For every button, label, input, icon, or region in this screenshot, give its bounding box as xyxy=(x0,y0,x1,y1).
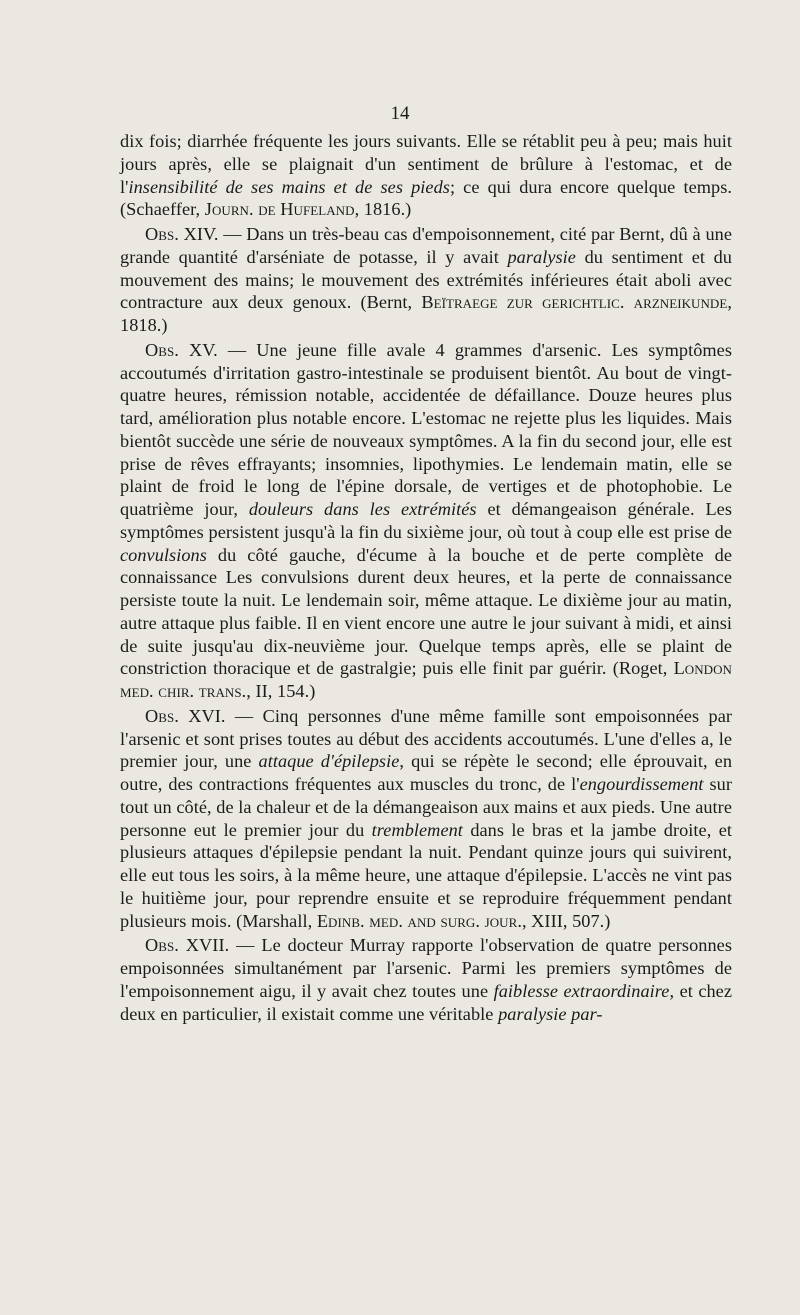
text-run: dix fois; diarrhée fréquente les jours suivants. Elle se rétablit peu à peu; mais huit jours après, elle se plaignait d'un sentiment de brûlure à l'estomac, et de l' xyxy=(120,131,732,197)
text-run: , XIII, 507.) xyxy=(521,910,611,931)
text-run: , 1818.) xyxy=(120,292,732,335)
small-caps-text: Obs xyxy=(145,705,175,726)
small-caps-text: Journ. de Hufeland xyxy=(204,199,355,220)
text-run: . XIV. — Dans un très-beau cas d'empoisonnement, cité par Bernt, dû à une grande quantité d'arséniate de potasse, il y avait xyxy=(120,224,732,267)
italic-text: faiblesse extraordinaire xyxy=(493,980,670,1001)
italic-text: attaque d'épilepsie xyxy=(258,751,400,772)
text-run: , et chez deux en particulier, il existait comme une véritable xyxy=(120,980,733,1024)
observation-xvi xyxy=(120,705,732,933)
text-run: du sentiment et du mouvement des mains; le mouvement des extrémités inférieures était aboli avec contracture aux deux genoux. (Bernt, xyxy=(120,246,732,313)
body-text xyxy=(120,130,732,1027)
small-caps-text: Obs xyxy=(145,224,175,244)
text-run: , II, 154.) xyxy=(246,681,316,701)
text-run: . XV. — Une jeune fille avale 4 grammes d'arsenic. Les symptômes accoutumés d'irritation gastro-intestinale se produisent bientôt. Au bout de vingt-quatre heures, rémission notable, accidentée de défaillance. Douze heures plus tard, amélioration plus notable encore. L'estomac ne rejette plus les liquides. Mais bientôt succède une série de nouveaux symptômes. A la fin du second jour, elle est prise de rêves effrayants; insomnies, lipothymies. Le lendemain matin, elle se plaint de froid le long de l'épine dorsale, de vertiges et de photophobie. Le quatrième jour, xyxy=(120,339,732,519)
observation-xvii xyxy=(120,934,732,1025)
page-number: 14 xyxy=(390,103,410,124)
text-run: . XVII. — Le docteur Murray rapporte l'observation de quatre personnes empoisonnées simultanément par l'arsenic. Parmi les premiers symptômes de l'empoisonnement aigu, il y avait chez toutes une xyxy=(120,935,732,1001)
italic-text: insensibilité de ses mains et de ses pieds xyxy=(128,176,450,197)
text-run: , qui se répète le second; elle éprouvait, en outre, des contractions fréquentes aux muscles du tronc, de l' xyxy=(120,751,733,794)
italic-text: paralysie par- xyxy=(498,1003,603,1024)
italic-text: engourdissement xyxy=(579,774,704,794)
small-caps-text: London med. chir. trans. xyxy=(120,658,732,701)
text-run: du côté gauche, d'écume à la bouche et de perte complète de connaissance Les convulsions durent deux heures, et la perte de connaissance persiste toute la nuit. Le lendemain soir, même attaque. Le dixième jour au matin, autre attaque plus faible. Il en vient encore une autre le jour suivant à midi, et ainsi de suite jusqu'au dix-neuvième jour. Quelque temps après, elle se plaint de constriction thoracique et de gastralgie; puis elle finit par guérir. (Roget, xyxy=(120,544,732,679)
observation-xv xyxy=(120,339,732,703)
text-run: et démangeaison générale. Les symptômes persistent jusqu'à la fin du sixième jour, où tout à coup elle est prise de xyxy=(120,499,732,542)
text-run: sur tout un côté, de la chaleur et de la démangeaison aux mains et aux pieds. Une autre personne eut le premier jour du xyxy=(120,774,732,840)
italic-text: tremblement xyxy=(371,819,463,840)
text-run: dans le bras et la jambe droite, et plusieurs attaques d'épilepsie pendant la nuit. Pendant quinze jours qui suivirent, elle eut tous les soirs, à la même heure, une attaque d'épilepsie. L'accès ne vint pas le huitième jour, pour reprendre ensuite et se reproduire fréquemment pendant plusieurs mois. (Marshall, xyxy=(120,819,732,931)
text-run: , 1816.) xyxy=(354,199,412,220)
small-caps-text: Edinb. med. and surg. jour. xyxy=(316,910,522,931)
small-caps-text: Obs xyxy=(145,935,175,956)
text-run: . XVI. — Cinq personnes d'une même famille sont empoisonnées par l'arsenic et sont prises toutes au début des accidents accoutumés. L'une d'elles a, le premier jour, une xyxy=(120,705,732,772)
italic-text: douleurs dans les extrémités xyxy=(248,499,477,519)
small-caps-text: Beïtraege zur gerichtlic. arzneikunde xyxy=(421,292,728,313)
italic-text: paralysie xyxy=(507,246,576,267)
observation-xiv xyxy=(120,223,732,337)
paragraph-continuation xyxy=(120,130,732,221)
small-caps-text: Obs xyxy=(145,339,175,360)
text-run: ; ce qui dura encore quelque temps. (Schaeffer, xyxy=(120,176,732,220)
italic-text: convulsions xyxy=(120,544,207,565)
